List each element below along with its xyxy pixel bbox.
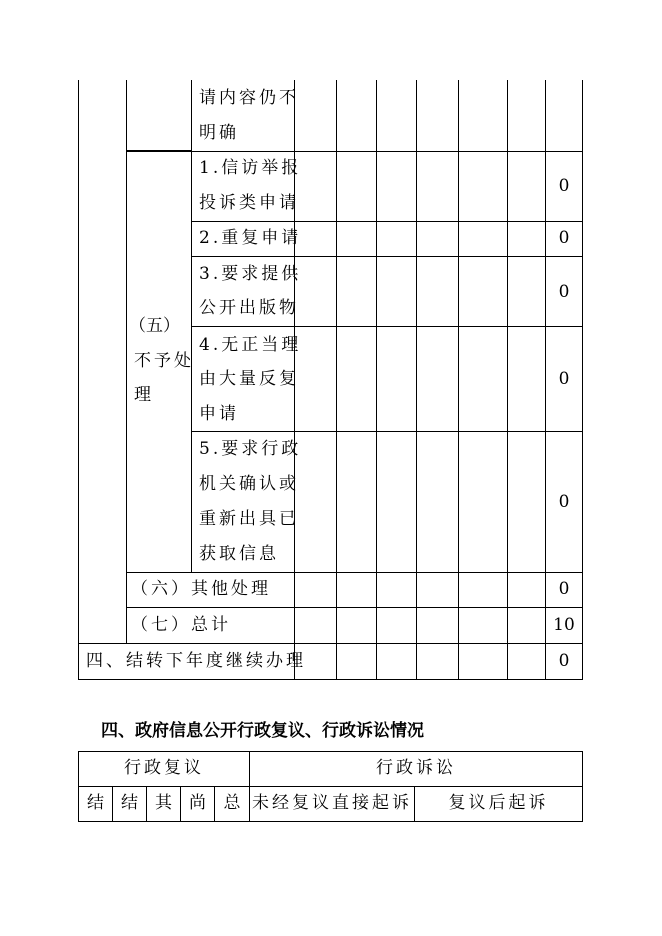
row-divider [191, 256, 583, 257]
row-divider [126, 572, 583, 573]
row-label: 重新出具已 [199, 509, 299, 529]
lit-after-header: 复议后起诉 [448, 793, 549, 813]
col-divider [336, 80, 337, 680]
review-col: 其 [155, 793, 172, 813]
row-label: 申请 [199, 404, 239, 424]
row-count: 0 [558, 176, 570, 196]
row-divider [126, 150, 191, 152]
row-label: 3.要求提供 [199, 264, 302, 284]
carry-label: 四、结转下年度继续办理 [86, 651, 306, 671]
row-label: 由大量反复 [199, 369, 299, 389]
row-label: 公开出版物 [199, 298, 299, 318]
row-divider [191, 431, 583, 432]
col-divider [78, 80, 79, 680]
row-count: 0 [558, 492, 570, 512]
total-label: （七）总计 [131, 615, 231, 635]
row-count: 0 [558, 282, 570, 302]
row-divider [126, 607, 583, 608]
row-label: 请内容仍不 [199, 88, 299, 108]
other-label: （六）其他处理 [131, 579, 271, 599]
lit-direct-header: 未经复议直接起诉 [252, 793, 412, 813]
col-divider [582, 751, 583, 822]
review-header: 行政复议 [124, 758, 204, 778]
row-count: 0 [558, 228, 570, 248]
col-divider [507, 80, 508, 680]
litigation-header: 行政诉讼 [376, 758, 456, 778]
group-label: 理 [134, 385, 151, 405]
section-title: 四、政府信息公开行政复议、行政诉讼情况 [101, 721, 424, 741]
col-divider [376, 80, 377, 680]
row-divider [191, 151, 583, 152]
row-divider [191, 221, 583, 222]
col-divider [191, 80, 192, 573]
review-col: 结 [87, 793, 104, 813]
group-label: （五） [129, 316, 180, 336]
review-col: 尚 [189, 793, 206, 813]
row-count: 0 [558, 369, 570, 389]
col-divider [458, 80, 459, 680]
row-label: 投诉类申请 [199, 193, 299, 213]
row-label: 5.要求行政 [199, 439, 302, 459]
col-divider [126, 80, 127, 643]
col-divider [582, 80, 583, 680]
row-label: 获取信息 [199, 544, 279, 564]
row-label: 4.无正当理 [199, 335, 302, 355]
other-count: 0 [558, 579, 570, 599]
total-count: 10 [553, 615, 575, 635]
review-col: 结 [121, 793, 138, 813]
group-label: 不予处 [134, 351, 194, 371]
row-divider [78, 821, 583, 822]
carry-count: 0 [558, 651, 570, 671]
row-label: 1.信访举报 [199, 158, 302, 178]
row-divider [78, 751, 583, 752]
col-divider [416, 80, 417, 680]
row-label: 明确 [199, 123, 239, 143]
row-divider [191, 326, 583, 327]
row-label: 2.重复申请 [199, 228, 302, 248]
row-divider [78, 786, 583, 787]
row-label: 机关确认或 [199, 474, 299, 494]
review-col: 总 [223, 793, 241, 813]
